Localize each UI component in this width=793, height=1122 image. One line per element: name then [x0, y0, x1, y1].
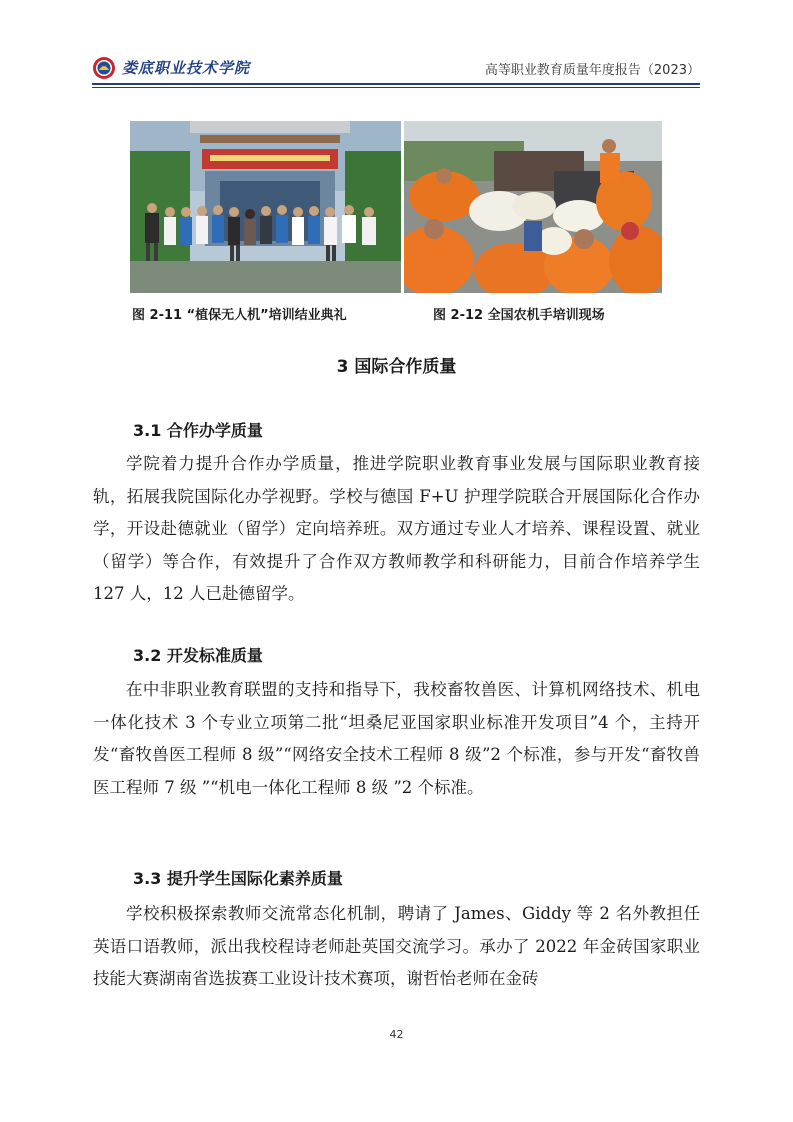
- body-paragraph: 学校积极探索教师交流常态化机制，聘请了 James、Giddy 等 2 名外教担任英语口语教师，派出我校程诗老师赴英国交流学习。承办了 2022 年金砖国家职业技能大赛湖南省选拔赛工业设计技术赛项，谢哲怡老师在金砖: [93, 904, 700, 988]
- section-title: 3 国际合作质量: [336, 357, 457, 377]
- page-header: [92, 52, 700, 84]
- subsection-heading: 3.1 合作办学质量: [133, 421, 263, 440]
- header-rule-thin: [92, 87, 700, 88]
- body-paragraph: 学院着力提升合作办学质量，推进学院职业教育事业发展与国际职业教育接轨，拓展我院国际化办学视野。学校与德国 F+U 护理学院联合开展国际化合作办学，开设赴德就业（留学）定向培养班。双方通过专业人才培养、课程设置、就业（留学）等合作，有效提升了合作双方教师教学和科研能力，目前合作培养学生 127 人，12 人已赴德留学。: [93, 454, 700, 603]
- page-number: 42: [389, 1028, 404, 1041]
- body-paragraph: 在中非职业教育联盟的支持和指导下，我校畜牧兽医、计算机网络技术、机电一体化技术 3 个专业立项第二批“坦桑尼亚国家职业标准开发项目”4 个，主持开发“畜牧兽医工程师 8 级”“网络安全技术工程师 8 级”2 个标准，参与开发“畜牧兽医工程师 7 级 ”“机电一体化工程师 8 级 ”2 个标准。: [93, 680, 700, 797]
- college-emblem-icon: [92, 56, 116, 80]
- school-name: 娄底职业技术学院: [122, 59, 251, 77]
- subsection-heading: 3.3 提升学生国际化素养质量: [133, 869, 343, 888]
- photo-farm-machinery-training: [404, 121, 662, 293]
- report-title: 高等职业教育质量年度报告（2023）: [484, 63, 700, 78]
- figure-caption: 图 2-12 全国农机手培训现场: [433, 308, 605, 323]
- figure-caption: 图 2-11 “植保无人机”培训结业典礼: [132, 308, 347, 323]
- subsection-heading: 3.2 开发标准质量: [133, 646, 263, 665]
- photo-graduation-ceremony: [130, 121, 401, 293]
- header-rule-thick: [92, 83, 700, 85]
